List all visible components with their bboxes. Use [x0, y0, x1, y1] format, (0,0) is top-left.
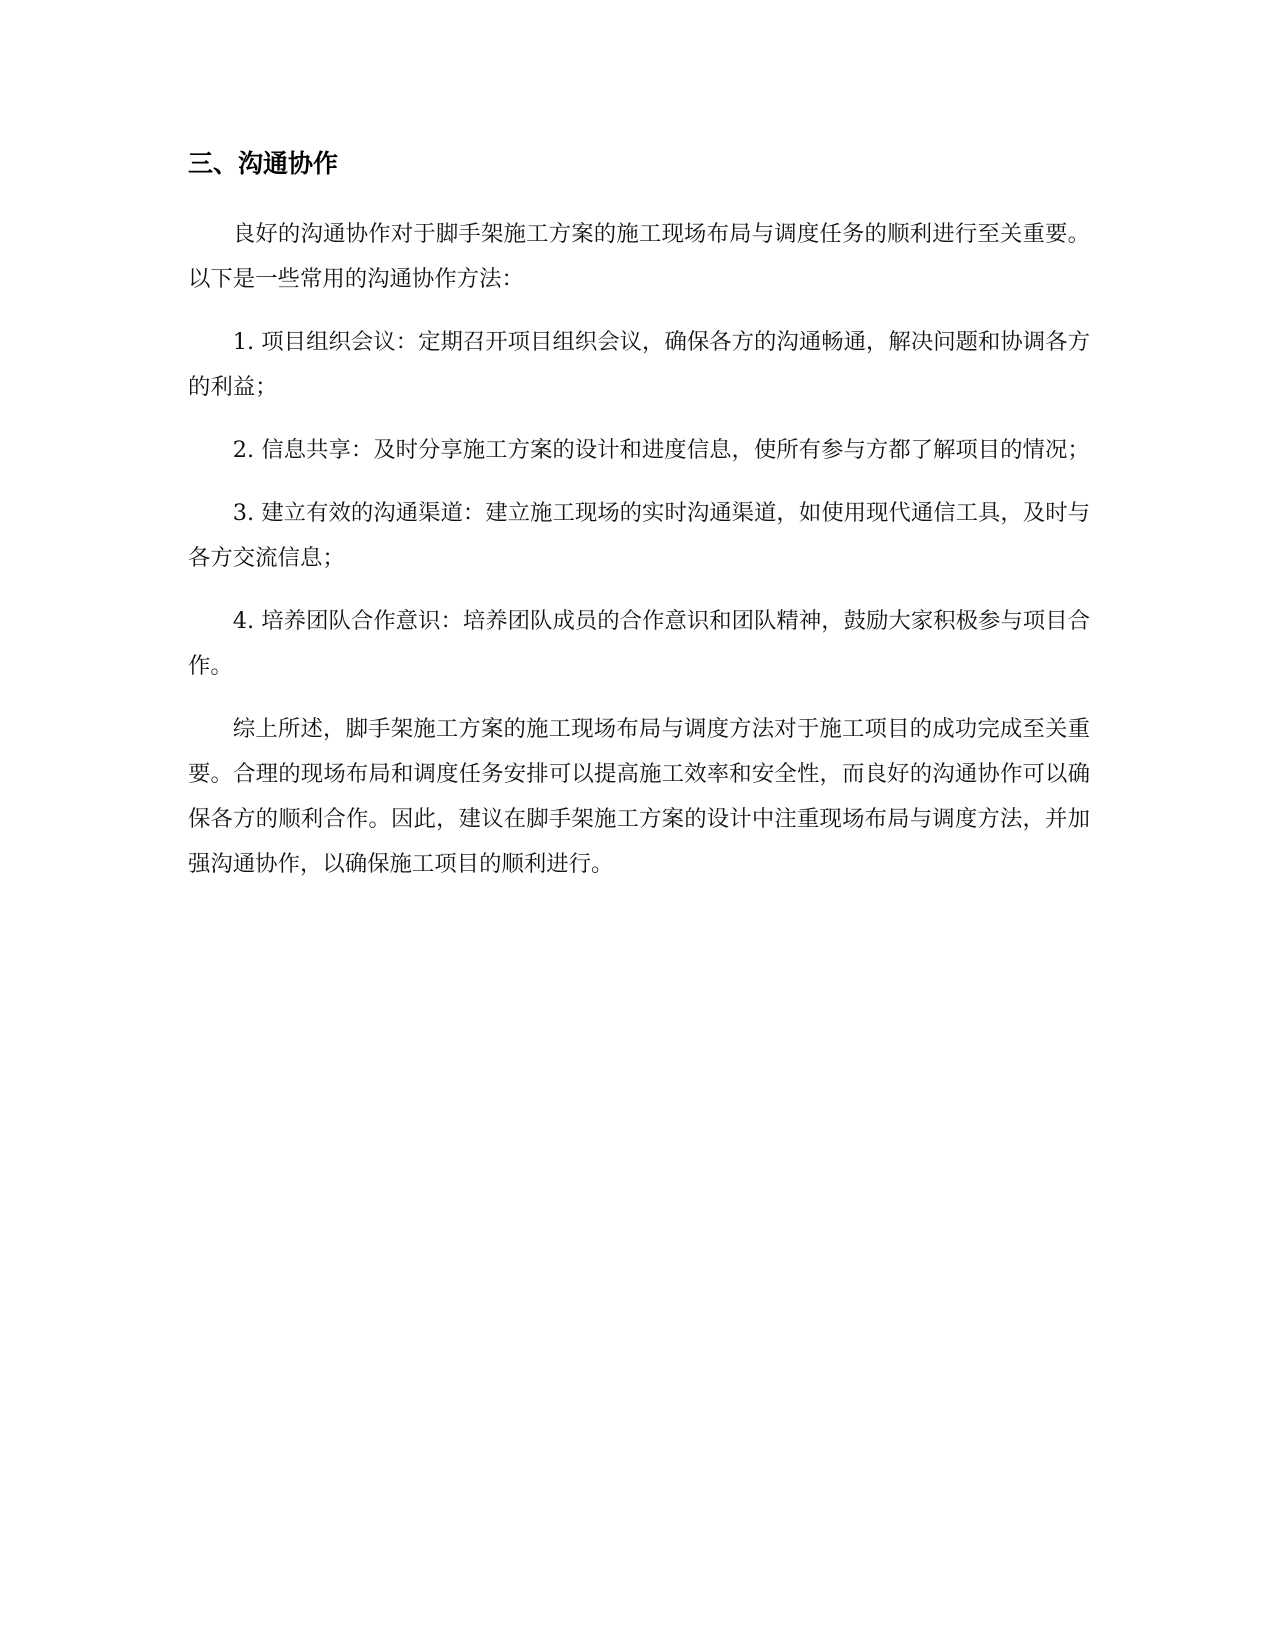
list-item-3: 3. 建立有效的沟通渠道：建立施工现场的实时沟通渠道，如使用现代通信工具，及时与各方交流信息；: [188, 500, 1090, 571]
conclusion-paragraph: 综上所述，脚手架施工方案的施工现场布局与调度方法对于施工项目的成功完成至关重要。合理的现场布局和调度任务安排可以提高施工效率和安全性，而良好的沟通协作可以确保各方的顺利合作。因此，建议在脚手架施工方案的设计中注重现场布局与调度方法，并加强沟通协作，以确保施工项目的顺利进行。: [188, 716, 1090, 877]
list-item-1: 1. 项目组织会议：定期召开项目组织会议，确保各方的沟通畅通，解决问题和协调各方的利益；: [188, 329, 1090, 400]
intro-paragraph: 良好的沟通协作对于脚手架施工方案的施工现场布局与调度任务的顺利进行至关重要。以下是一些常用的沟通协作方法：: [188, 221, 1090, 292]
list-item-4: 4. 培养团队合作意识：培养团队成员的合作意识和团队精神，鼓励大家积极参与项目合作。: [188, 608, 1090, 679]
section-heading: 三、沟通协作: [188, 149, 339, 178]
list-item-2: 2. 信息共享：及时分享施工方案的设计和进度信息，使所有参与方都了解项目的情况；: [232, 437, 1090, 463]
document-body: [188, 146, 1090, 905]
